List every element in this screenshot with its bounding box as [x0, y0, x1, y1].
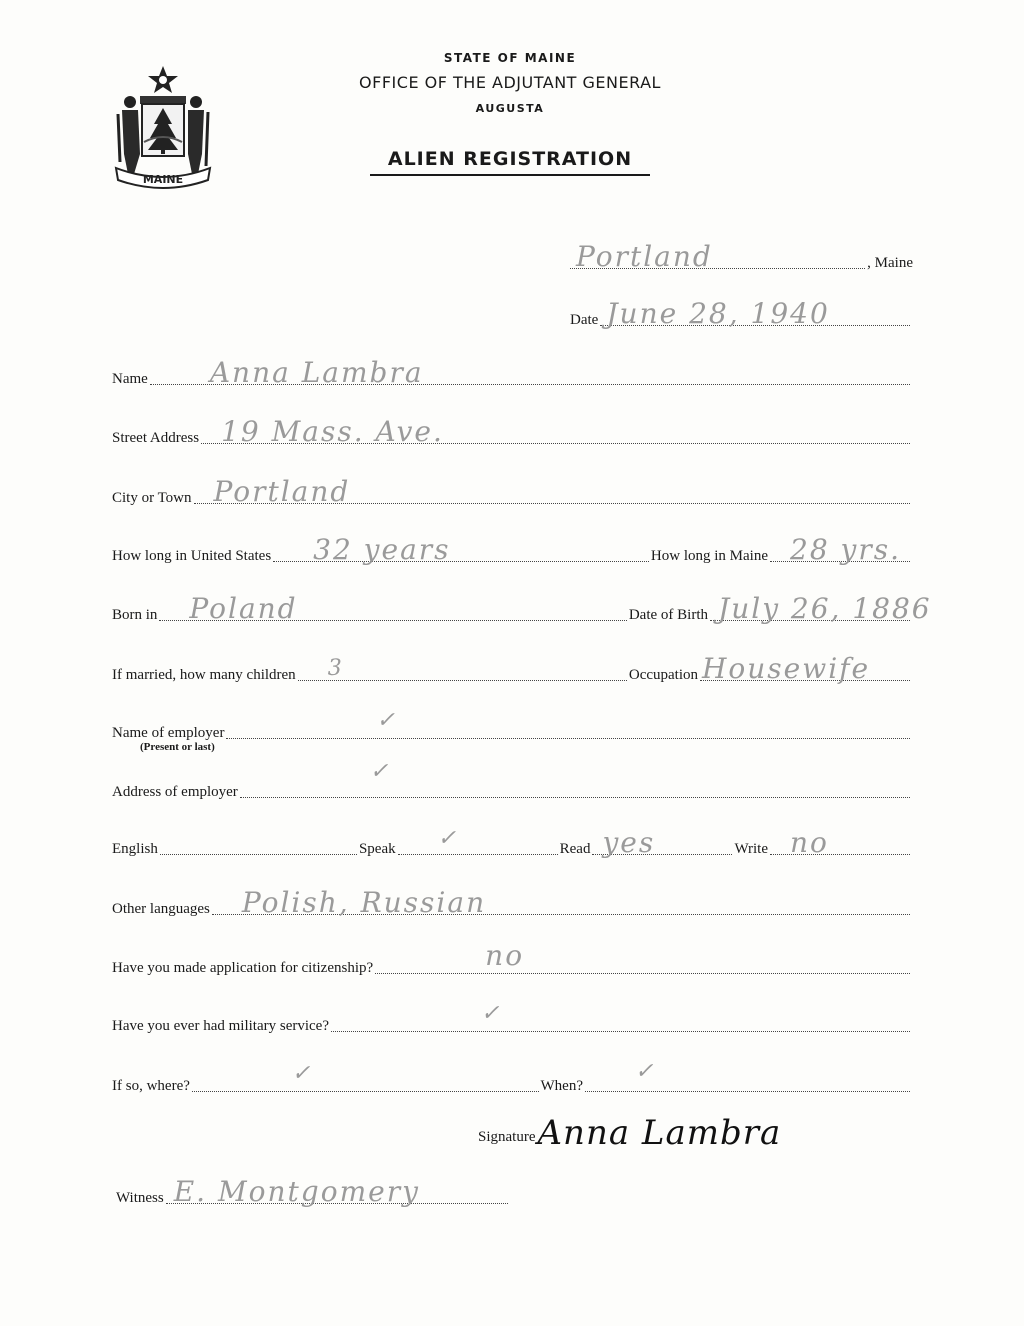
signature-field[interactable] [537, 1113, 907, 1153]
maine-state-seal-icon [108, 62, 218, 190]
witness-row [116, 1175, 510, 1208]
read-field[interactable] [592, 826, 732, 859]
date-row [570, 297, 912, 330]
citizenship-value: no [485, 939, 525, 972]
other-languages-field[interactable] [212, 886, 910, 919]
where-label: If so, where? [112, 1078, 190, 1094]
born-in-label: Born in [112, 607, 158, 623]
employer-address-field[interactable] [240, 759, 910, 798]
employer-value: ✓ [376, 708, 397, 733]
service-row [112, 1059, 912, 1095]
where-value: ✓ [291, 1061, 313, 1086]
dob-field[interactable] [710, 592, 932, 625]
header-state: STATE OF MAINE [443, 51, 577, 65]
me-years-label: How long in Maine [650, 548, 768, 564]
street-field[interactable] [201, 415, 910, 448]
street-value: 19 Mass. Ave. [221, 415, 444, 448]
read-value: yes [602, 826, 656, 859]
witness-value: E. Montgomery [173, 1175, 420, 1208]
military-label: Have you ever had military service? [112, 1018, 329, 1034]
other-languages-label: Other languages [112, 901, 210, 917]
dob-value: July 26, 1886 [718, 592, 932, 625]
when-field[interactable] [585, 1059, 910, 1092]
read-label: Read [559, 841, 591, 857]
city-field[interactable] [194, 475, 910, 508]
header-office: OFFICE OF THE ADJUTANT GENERAL [359, 73, 661, 92]
english-label: English [112, 841, 158, 857]
citizenship-field[interactable] [375, 939, 910, 974]
other-languages-value: Polish, Russian [241, 886, 487, 919]
children-value: 3 [327, 656, 344, 681]
signature-row [478, 1113, 908, 1153]
employer-address-value: ✓ [369, 759, 391, 784]
place-row [568, 240, 913, 273]
write-label: Write [734, 841, 768, 857]
english-field[interactable] [160, 854, 357, 855]
witness-label: Witness [116, 1190, 164, 1206]
citizenship-label: Have you made application for citizenship? [112, 960, 374, 976]
employer-address-label: Address of employer [112, 784, 238, 800]
military-field[interactable] [331, 1001, 910, 1032]
date-value: June 28, 1940 [606, 297, 830, 330]
me-years-field[interactable] [770, 533, 910, 566]
place-value: Portland [576, 240, 713, 273]
employer-address-row [112, 759, 912, 801]
military-value: ✓ [481, 1001, 502, 1026]
occupation-value: Housewife [702, 652, 871, 685]
born-in-value: Poland [189, 592, 298, 625]
speak-value: ✓ [437, 826, 459, 851]
employer-label: Name of employer [112, 725, 225, 741]
date-label: Date [570, 312, 599, 328]
header-city: AUGUSTA [475, 102, 545, 115]
us-years-label: How long in United States [112, 548, 272, 564]
when-value: ✓ [635, 1059, 656, 1084]
employer-sublabel: (Present or last) [140, 741, 215, 753]
date-field[interactable] [600, 297, 910, 330]
write-field[interactable] [770, 826, 910, 859]
other-languages-row [112, 886, 912, 919]
employer-field[interactable] [226, 708, 910, 739]
name-field[interactable] [150, 356, 910, 389]
residence-row [112, 533, 912, 566]
where-field[interactable] [192, 1061, 539, 1092]
write-value: no [790, 826, 829, 859]
children-field[interactable] [298, 656, 627, 681]
english-row [112, 826, 912, 859]
military-row [112, 1001, 912, 1035]
witness-field[interactable] [166, 1175, 508, 1208]
name-value: Anna Lambra [209, 356, 424, 389]
when-label: When? [540, 1078, 583, 1094]
place-label: , Maine [867, 255, 913, 271]
street-label: Street Address [112, 430, 200, 446]
us-years-field[interactable] [273, 533, 649, 566]
employer-row [112, 708, 912, 742]
citizenship-row [112, 939, 912, 977]
city-label: City or Town [112, 490, 192, 506]
occupation-label: Occupation [628, 667, 698, 683]
us-years-value: 32 years [313, 533, 451, 566]
born-in-field[interactable] [159, 592, 626, 625]
me-years-value: 28 yrs. [790, 533, 902, 566]
seal-banner-text: MAINE [142, 173, 184, 186]
name-label: Name [112, 371, 148, 387]
place-field[interactable] [570, 240, 865, 273]
speak-label: Speak [358, 841, 396, 857]
city-value: Portland [213, 475, 351, 508]
name-row [112, 356, 912, 389]
street-row [112, 415, 912, 448]
signature-label: Signature [478, 1129, 536, 1145]
form-title: ALIEN REGISTRATION [370, 148, 650, 176]
children-label: If married, how many children [112, 667, 296, 683]
occupation-field[interactable] [700, 652, 910, 685]
dob-label: Date of Birth [628, 607, 708, 623]
birth-row [112, 592, 932, 625]
signature-value: Anna Lambra [537, 1113, 782, 1153]
family-row [112, 652, 912, 685]
speak-field[interactable] [398, 826, 558, 855]
city-row [112, 475, 912, 508]
